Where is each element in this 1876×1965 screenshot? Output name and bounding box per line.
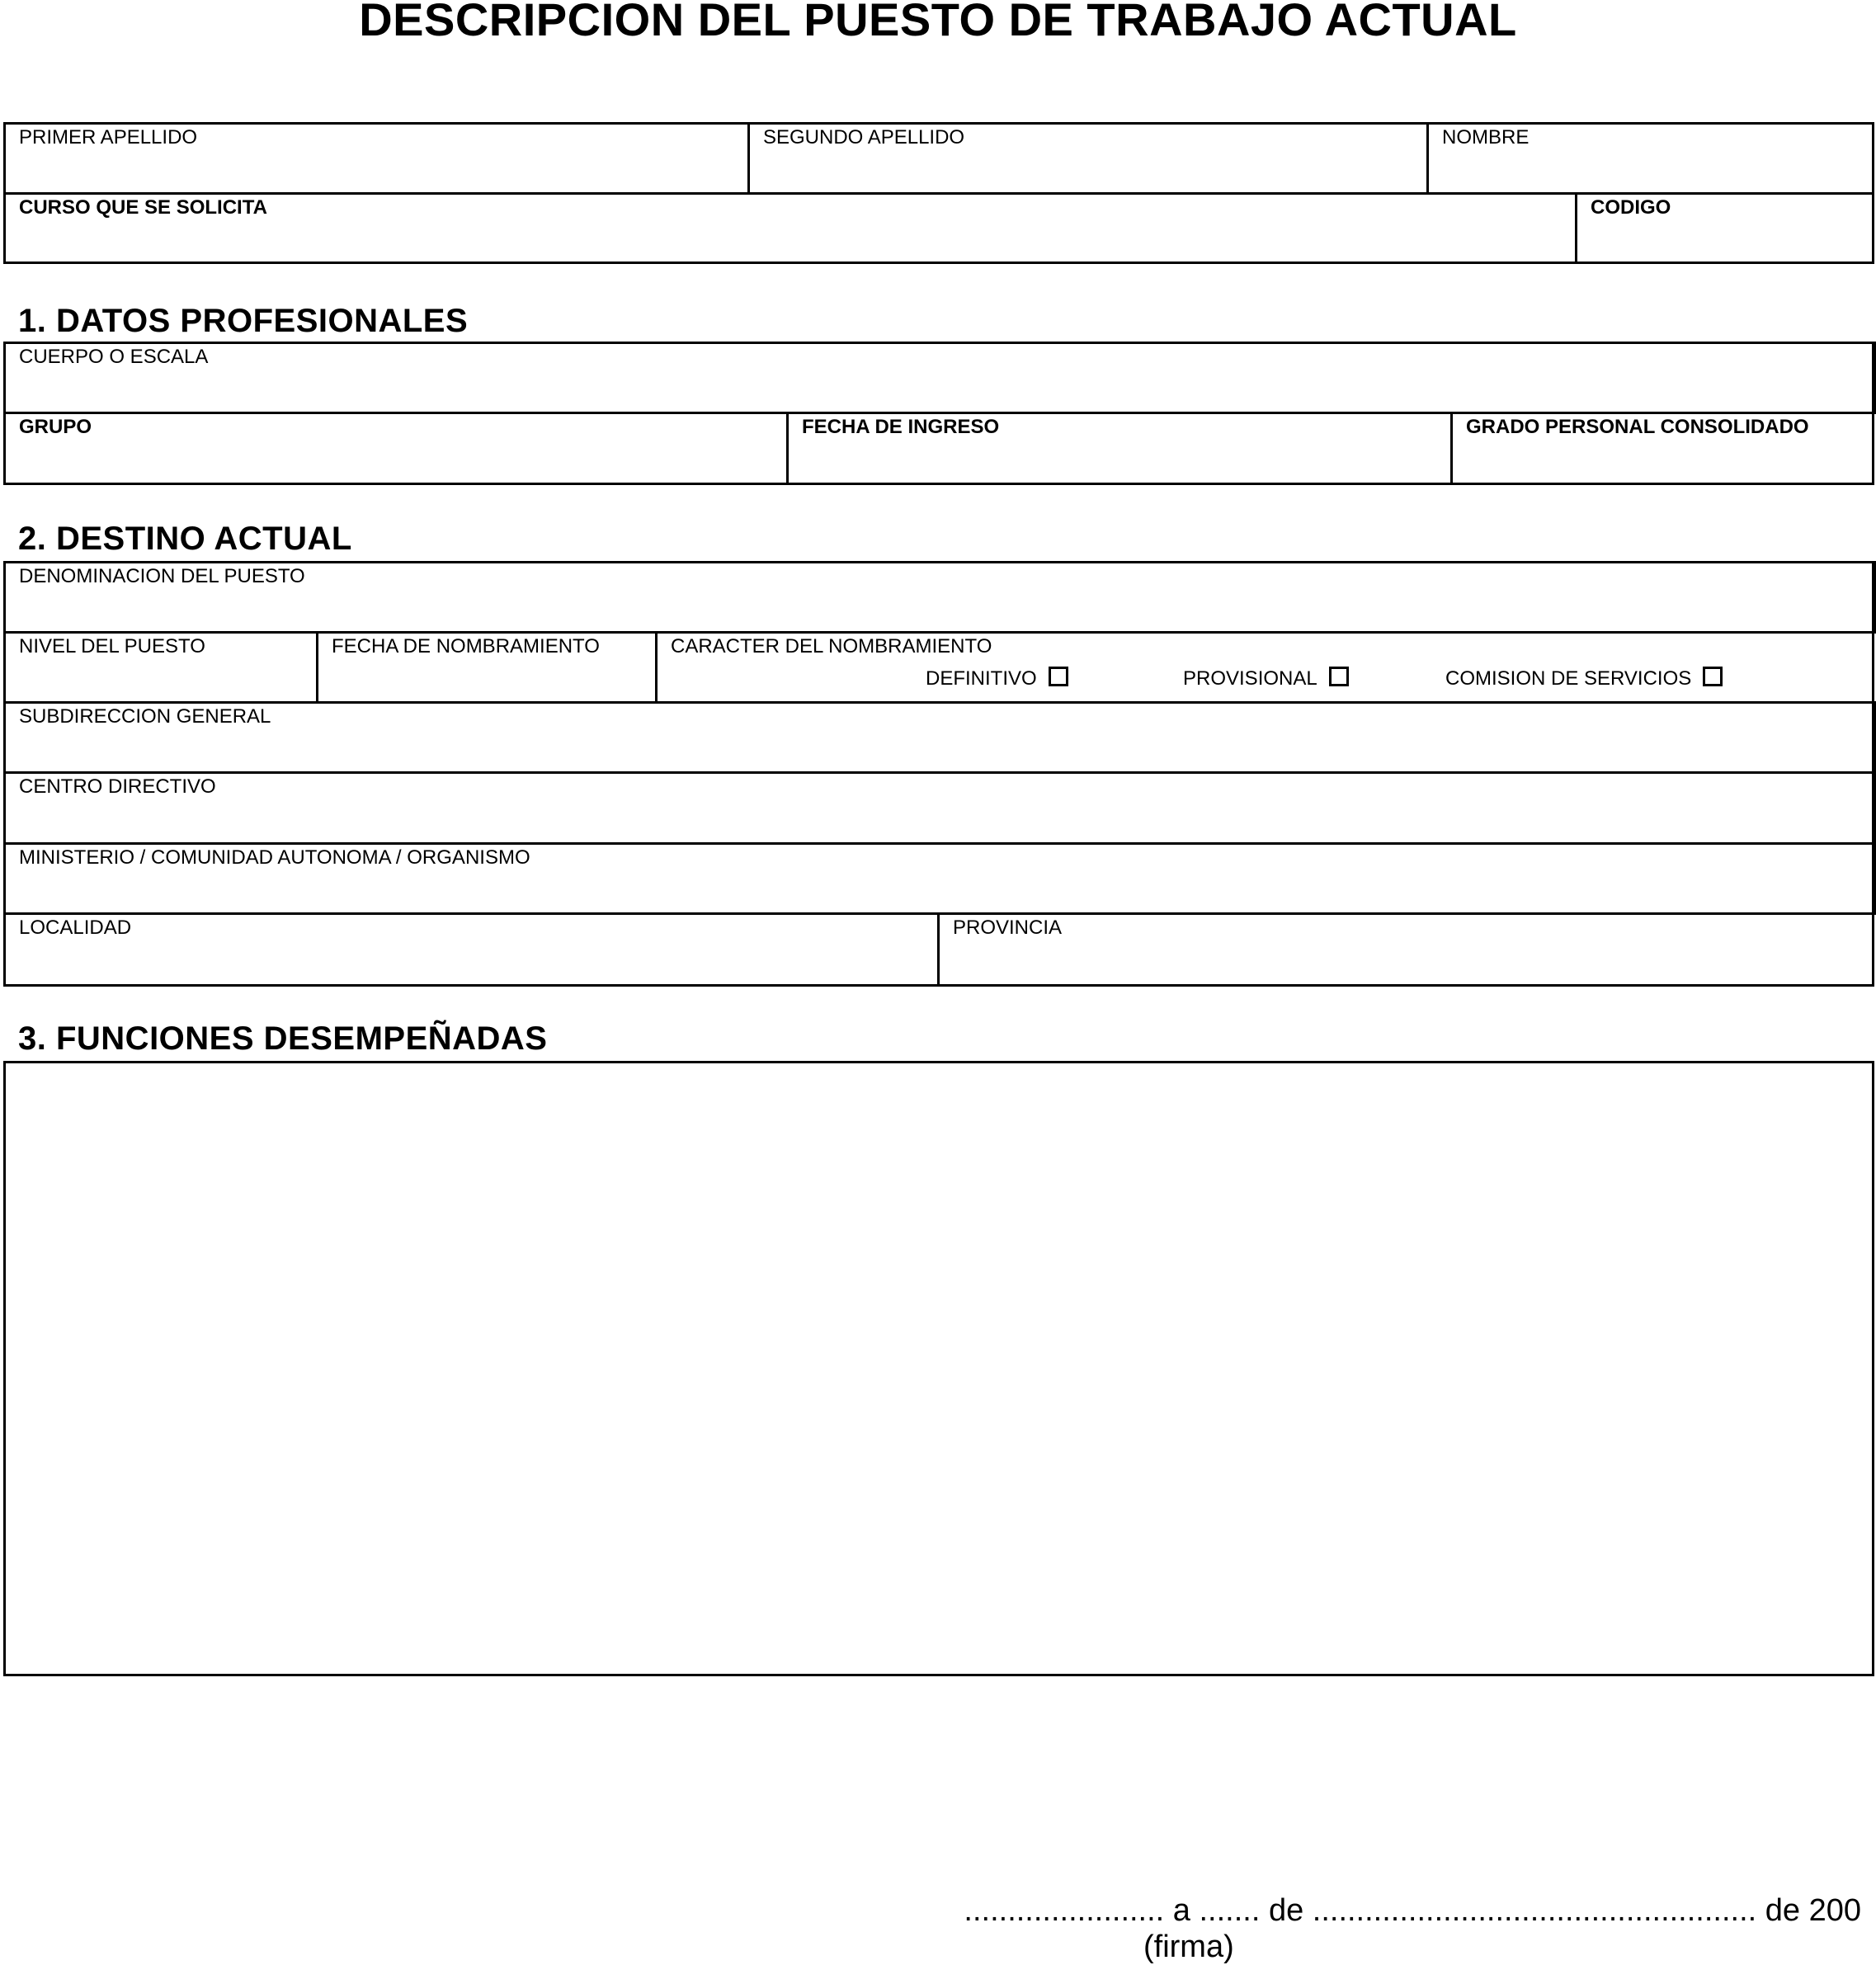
nombre-label: NOMBRE [1442, 126, 1530, 148]
segundo-apellido-field[interactable] [747, 122, 1429, 195]
grado-field[interactable] [1450, 412, 1874, 485]
provisional-checkbox[interactable] [1329, 667, 1349, 686]
section3-heading: 3. FUNCIONES DESEMPEÑADAS [18, 1020, 548, 1057]
destino-actual-table [3, 561, 1874, 987]
ministerio-label: MINISTERIO / COMUNIDAD AUTONOMA / ORGANISMO [19, 846, 530, 869]
fecha-nombramiento-field[interactable] [316, 631, 658, 704]
option-comision [1445, 667, 1723, 690]
datos-profesionales-table [3, 342, 1874, 485]
nombre-field[interactable] [1426, 122, 1874, 195]
provincia-field[interactable] [937, 912, 1874, 987]
option-definitivo [926, 667, 1068, 690]
fecha-ingreso-field[interactable] [786, 412, 1453, 485]
localidad-label: LOCALIDAD [19, 917, 132, 939]
cuerpo-label: CUERPO O ESCALA [19, 346, 209, 368]
fecha-ingreso-label: FECHA DE INGRESO [802, 416, 1000, 438]
caracter-label: CARACTER DEL NOMBRAMIENTO [671, 635, 992, 657]
option-provisional [1183, 667, 1349, 690]
segundo-apellido-label: SEGUNDO APELLIDO [763, 126, 965, 148]
subdireccion-label: SUBDIRECCION GENERAL [19, 705, 271, 728]
date-line: ....................... a ....... de ................................................... de 200 [964, 1893, 1861, 1928]
primer-apellido-field[interactable] [3, 122, 750, 195]
localidad-field[interactable] [3, 912, 940, 987]
codigo-label: CODIGO [1591, 196, 1671, 219]
comision-label: COMISION DE SERVICIOS [1445, 667, 1692, 690]
nivel-field[interactable] [3, 631, 318, 704]
fecha-nombramiento-label: FECHA DE NOMBRAMIENTO [332, 635, 600, 657]
ministerio-field[interactable] [3, 842, 1876, 915]
provincia-label: PROVINCIA [953, 917, 1063, 939]
funciones-textarea[interactable] [6, 1063, 1875, 1677]
definitivo-label: DEFINITIVO [926, 667, 1037, 690]
denominacion-label: DENOMINACION DEL PUESTO [19, 565, 305, 587]
curso-field[interactable] [3, 192, 1577, 264]
provisional-label: PROVISIONAL [1183, 667, 1317, 690]
centro-label: CENTRO DIRECTIVO [19, 775, 216, 798]
cuerpo-field[interactable] [3, 342, 1876, 414]
codigo-field[interactable] [1575, 192, 1874, 264]
denominacion-field[interactable] [3, 561, 1876, 634]
section2-heading: 2. DESTINO ACTUAL [18, 521, 352, 557]
subdireccion-field[interactable] [3, 701, 1876, 774]
grupo-label: GRUPO [19, 416, 92, 438]
header-fields [3, 122, 1874, 264]
centro-field[interactable] [3, 771, 1876, 845]
primer-apellido-label: PRIMER APELLIDO [19, 126, 198, 148]
grupo-field[interactable] [3, 412, 789, 485]
nivel-label: NIVEL DEL PUESTO [19, 635, 205, 657]
grado-label: GRADO PERSONAL CONSOLIDADO [1466, 416, 1809, 438]
curso-label: CURSO QUE SE SOLICITA [19, 196, 267, 219]
funciones-box[interactable] [3, 1061, 1874, 1676]
comision-checkbox[interactable] [1703, 667, 1723, 686]
page-title: DESCRIPCION DEL PUESTO DE TRABAJO ACTUAL [359, 0, 1517, 45]
section1-heading: 1. DATOS PROFESIONALES [18, 303, 469, 339]
signature-label: (firma) [1143, 1930, 1234, 1964]
caracter-field [655, 631, 1874, 704]
definitivo-checkbox[interactable] [1049, 667, 1068, 686]
